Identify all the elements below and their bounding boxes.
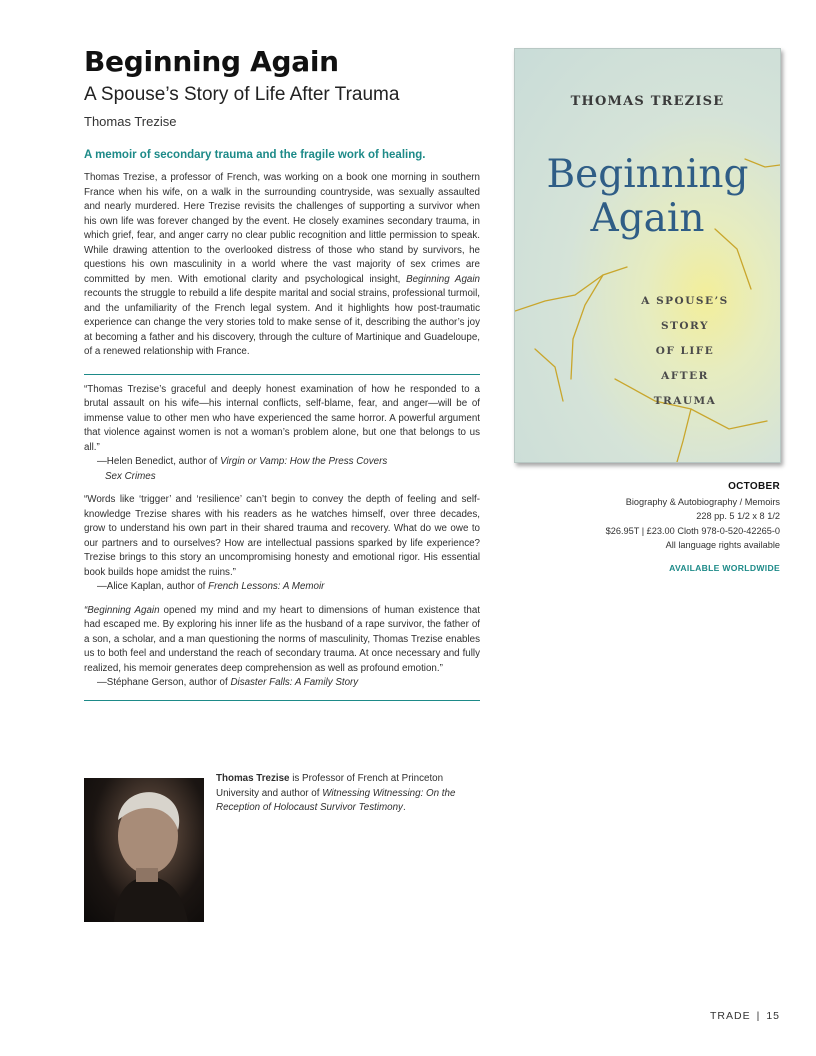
page-footer	[710, 1010, 780, 1022]
book-cover	[514, 48, 781, 463]
author-portrait-icon	[84, 778, 204, 922]
pub-pages: 228 pp. 5 1/2 x 8 1/2	[696, 511, 780, 521]
cover-subtitle: A SPOUSE’S STORY OF LIFE AFTER TRAUMA	[641, 295, 729, 407]
footer-section: TRADE	[709, 1010, 751, 1022]
quote-3-attribution: —Stéphane Gerson, author of Disaster Falls: A Family Story	[97, 677, 359, 688]
author-photo	[84, 778, 204, 922]
quote-2-attribution: —Alice Kaplan, author of French Lessons: A Memoir	[97, 581, 325, 592]
page-number: 15	[766, 1010, 780, 1022]
pub-price: $26.95T | £23.00 Cloth 978-0-520-42265-0	[605, 525, 780, 536]
book-description: Thomas Trezise, a professor of French, was working on a book one morning in southern France when his wife, on a walk in the surrounding countryside, was sexually assaulted and nearly murdered. Here Trezise revisits the challenges of supporting a survivor when his own life was forever changed by the event. He closely examines secondary trauma, in which grief, fear, and anger carry no clear public recognition and little permission to speak. While drawing attention to the overlooked distress of those who stand by survivors, he questions his own masculinity in a world where the vast majority of sex crimes are committed by men. With emotional clarity and psychological insight, Beginning Again recounts the struggle to rebuild a life despite marital and social strains, professional turmoil, and the unfamiliarity of the French legal system. And it highlights how post-traumatic experience can change the very stories told to make sense of it, describing the author’s joy at becoming a father and his discovery, through the culture of Martinique and Guadeloupe, of a renewed relationship with France.	[84, 172, 480, 357]
book-title: Beginning Again	[84, 45, 339, 78]
pub-category: Biography & Autobiography / Memoirs	[625, 496, 780, 507]
footer-separator: |	[756, 1010, 761, 1022]
quote-1: “Thomas Trezise’s graceful and deeply honest examination of how he responded to a brutal assault on his wife—his internal conflicts, self-blame, fear, and anger—will be of immense value to other men who have experienced the same horror. A powerful argument that violence against women is not a woman’s problem alone, but one that belongs to us all.”	[84, 383, 480, 453]
divider-bottom	[84, 700, 480, 701]
quote-3: “Beginning Again opened my mind and my heart to dimensions of human existence that had escaped me. By exploring his inner life as the husband of a rape survivor, the father of a son, a scholar, and a man questioning the norms of masculinity, Thomas Trezise enables us to both feel and understand the reach of secondary trauma. At once necessary and fully realized, his memoir generates deep comprehension as well as profound emotion.”	[84, 604, 480, 674]
book-subtitle: A Spouse’s Story of Life After Trauma	[84, 84, 400, 105]
cover-title: Beginning Again	[546, 152, 749, 241]
pub-rights: All language rights available	[665, 540, 780, 550]
publication-details	[520, 480, 780, 575]
author-bio: Thomas Trezise is Professor of French at Princeton University and author of Witnessing Witnessing: On the Reception of Holocaust Survivor Testimony.	[216, 773, 456, 813]
quote-2: “Words like ‘trigger’ and ‘resilience’ can’t begin to convey the depth of feeling and self-knowledge Trezise shares with his readers as he watches himself, over three decades, grow to understand his own part in their shared trauma and recovery. What do we owe to our partners and to ourselves? How are intellectual passions sparked by life experience? Trezise brings to this story an uncompromising honesty and emotional rigor. His essential book builds hope amidst the ruins.”	[84, 494, 480, 578]
pub-month: OCTOBER	[728, 481, 780, 492]
book-author: Thomas Trezise	[84, 114, 177, 129]
cover-author: THOMAS TREZISE	[570, 94, 725, 109]
book-tagline: A memoir of secondary trauma and the fragile work of healing.	[84, 149, 426, 161]
pub-availability: AVAILABLE WORLDWIDE	[669, 562, 780, 573]
main-column	[84, 44, 480, 709]
divider-top	[84, 374, 480, 375]
quote-1-attribution: —Helen Benedict, author of Virgin or Vamp: How the Press Covers Sex Crimes	[97, 456, 388, 482]
